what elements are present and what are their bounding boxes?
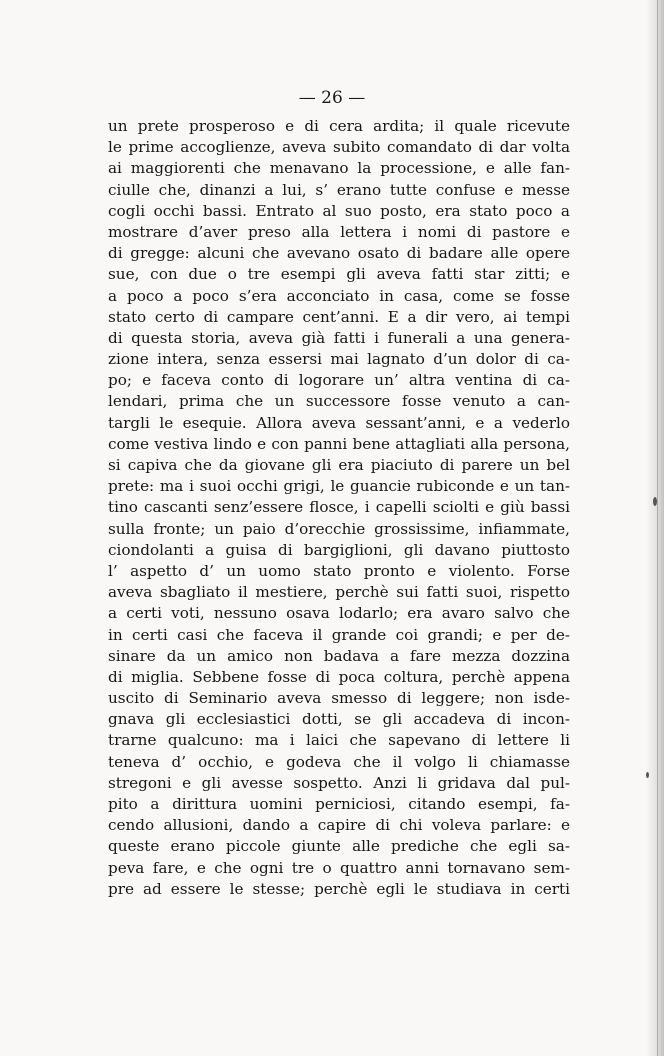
text-line: sinare da un amico non badava a fare mezza dozzina — [108, 646, 570, 665]
text-line: pito a dirittura uomini perniciosi, citando esempi, fa- — [108, 795, 570, 813]
page-edge-line — [657, 0, 658, 1056]
text-line: sue, con due o tre esempi gli aveva fatti star zitti; e — [108, 265, 570, 284]
text-line: a poco a poco s’era acconciato in casa, come se fosse — [108, 286, 570, 305]
text-line: a certi voti, nessuno osava lodarlo; era avaro salvo che — [108, 604, 570, 623]
text-line: l’ aspetto d’ un uomo stato pronto e violento. Forse — [108, 561, 570, 580]
text-line: uscito di Seminario aveva smesso di leggere; non isde- — [108, 689, 570, 708]
paper-speck — [646, 772, 649, 778]
text-line: cendo allusioni, dando a capire di chi voleva parlare: e — [108, 816, 570, 835]
text-line: sulla fronte; un paio d’orecchie grossissime, infiammate, — [108, 519, 570, 538]
text-line: mostrare d’aver preso alla lettera i nomi di pastore e — [108, 222, 570, 241]
text-line: si capiva che da giovane gli era piaciuto di parere un bel — [108, 456, 570, 474]
text-line: stato certo di campare cent’anni. E a dir vero, ai tempi — [108, 307, 570, 326]
text-line: un prete prosperoso e di cera ardita; il quale ricevute — [108, 117, 570, 135]
text-line: ai maggiorenti che menavano la processione, e alle fan- — [108, 159, 570, 178]
text-line: trarne qualcuno: ma i laici che sapevano di lettere li — [108, 731, 570, 750]
text-line: aveva sbagliato il mestiere, perchè sui fatti suoi, rispetto — [108, 583, 570, 602]
text-line: in certi casi che faceva il grande coi grandi; e per de- — [108, 625, 570, 644]
page-edge-shadow — [646, 0, 664, 1056]
text-line: pre ad essere le stesse; perchè egli le studiava in certi — [108, 879, 570, 898]
text-line: di gregge: alcuni che avevano osato di badare alle opere — [108, 244, 570, 263]
text-line: come vestiva lindo e con panni bene attagliati alla persona, — [108, 434, 570, 453]
text-line: le prime accoglienze, aveva subito comandato di dar volta — [108, 138, 570, 157]
text-line: gnava gli ecclesiastici dotti, se gli accadeva di incon- — [108, 710, 570, 729]
text-line: po; e faceva conto di logorare un’ altra ventina di ca- — [108, 371, 570, 390]
text-line: di miglia. Sebbene fosse di poca coltura, perchè appena — [108, 667, 570, 686]
text-line: ciulle che, dinanzi a lui, s’ erano tutte confuse e messe — [108, 180, 570, 199]
text-line: peva fare, e che ogni tre o quattro anni tornavano sem- — [108, 858, 570, 877]
body-text — [108, 116, 570, 900]
text-line: teneva d’ occhio, e godeva che il volgo li chiamasse — [108, 752, 570, 771]
text-line: stregoni e gli avesse sospetto. Anzi li gridava dal pul- — [108, 773, 570, 792]
text-line: ciondolanti a guisa di bargiglioni, gli davano piuttosto — [108, 540, 570, 559]
page-number: — 26 — — [298, 88, 366, 108]
text-line: tino cascanti senz’essere flosce, i capelli sciolti e giù bassi — [108, 498, 570, 517]
text-line: prete: ma i suoi occhi grigi, le guancie rubiconde e un tan- — [108, 477, 570, 496]
text-line: di questa storia, aveva già fatti i funerali a una genera- — [108, 328, 570, 347]
text-line: zione intera, senza essersi mai lagnato d’un dolor di ca- — [108, 350, 570, 369]
text-line: cogli occhi bassi. Entrato al suo posto, era stato poco a — [108, 201, 570, 220]
text-line: queste erano piccole giunte alle prediche che egli sa- — [108, 837, 570, 856]
text-line: lendari, prima che un successore fosse venuto a can- — [108, 392, 570, 411]
paper-speck — [653, 497, 657, 506]
text-line: targli le esequie. Allora aveva sessant’anni, e a vederlo — [108, 413, 570, 432]
